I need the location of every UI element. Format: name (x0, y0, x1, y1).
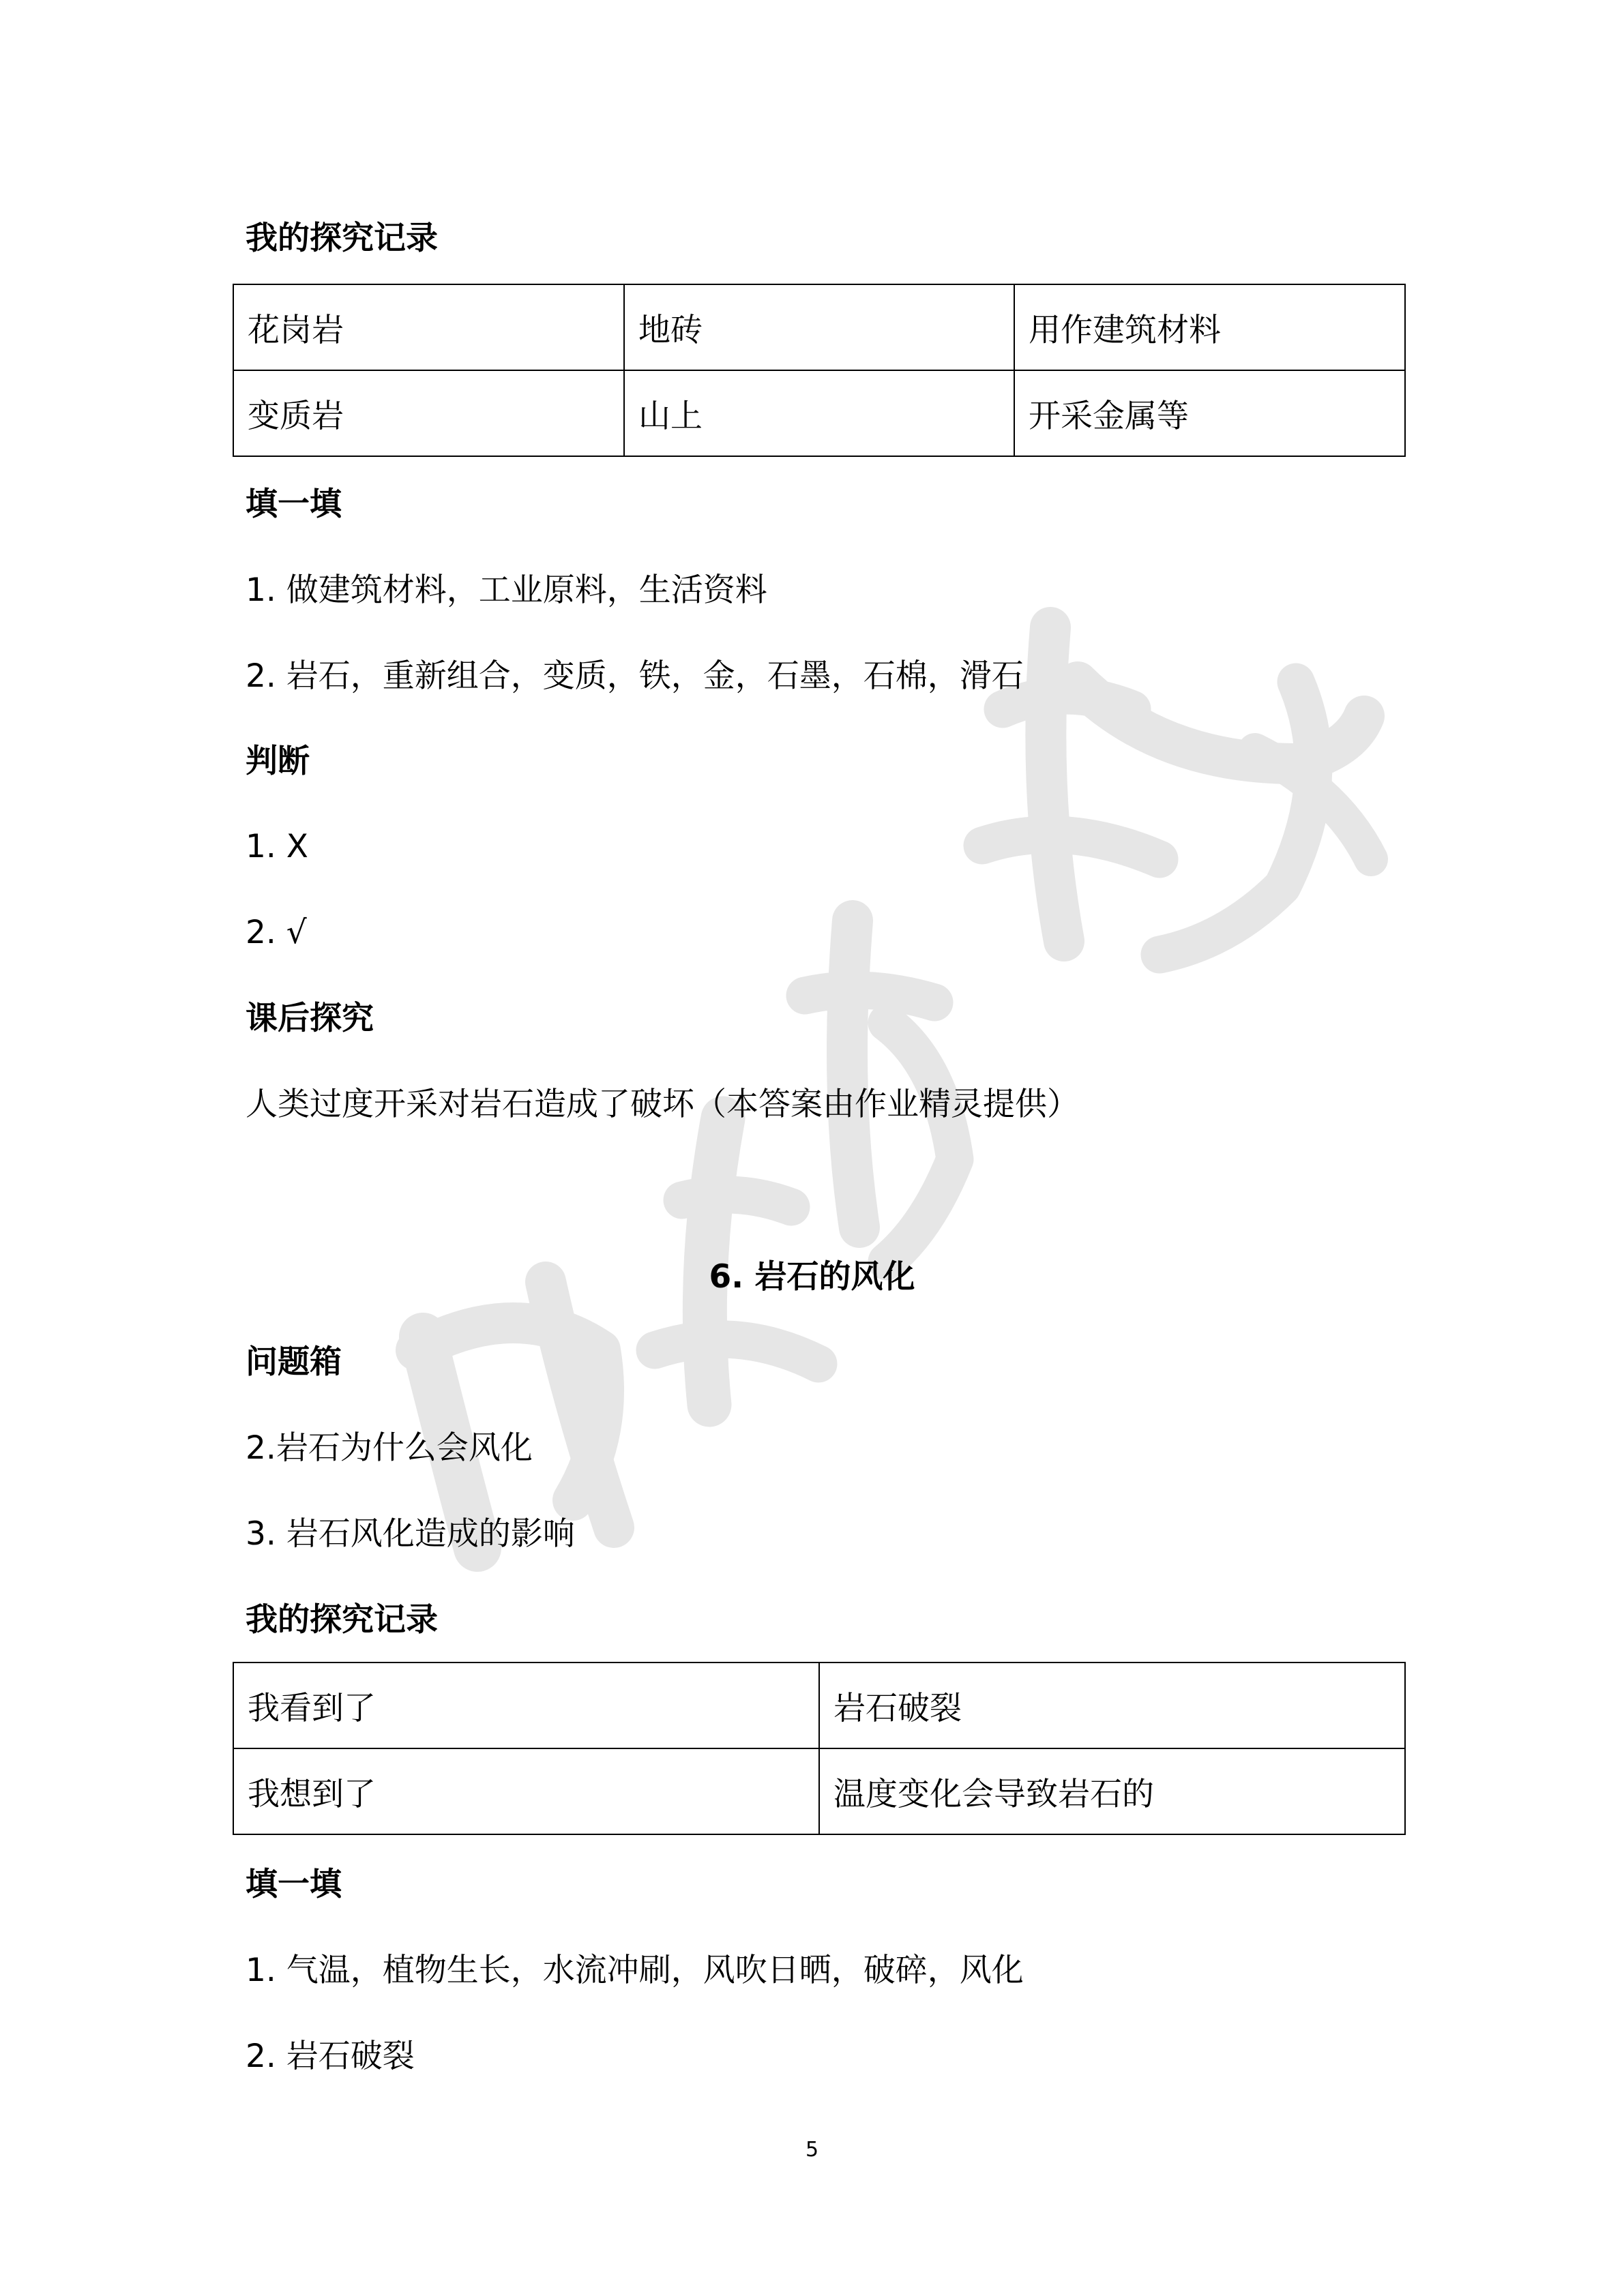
heading-fill-1: 填一填 (246, 486, 342, 523)
table-row (233, 370, 1405, 456)
page-number: 5 (805, 2138, 819, 2162)
table-cell: 温度变化会导致岩石的 (819, 1748, 1405, 1834)
judge-item-2: 2. √ (246, 914, 307, 951)
after-class-text: 人类过度开采对岩石造成了破坏（本答案由作业精灵提供） (246, 1086, 1079, 1123)
heading-questions: 问题箱 (246, 1343, 342, 1381)
fill-item-2: 2. 岩石，重新组合，变质，铁，金，石墨，石棉，滑石 (246, 657, 1024, 695)
table-row (233, 1663, 1405, 1748)
table-cell: 岩石破裂 (819, 1663, 1405, 1748)
heading-judge: 判断 (246, 743, 310, 780)
fill-item-1: 1. 做建筑材料，工业原料，生活资料 (246, 571, 767, 609)
table-row (233, 1748, 1405, 1834)
section-title: 6. 岩石的风化 (709, 1258, 915, 1296)
table-cell: 花岗岩 (233, 284, 624, 370)
table-cell: 山上 (624, 370, 1014, 456)
record-table-1 (233, 284, 1406, 457)
heading-after-class: 课后探究 (246, 1000, 374, 1037)
fill-item-2-1: 1. 气温，植物生长，水流冲刷，风吹日晒，破碎，风化 (246, 1952, 1024, 1989)
heading-record-1: 我的探究记录 (246, 220, 438, 257)
record-table-2 (233, 1662, 1406, 1835)
table-cell: 变质岩 (233, 370, 624, 456)
judge-item-1: 1. X (246, 828, 308, 865)
heading-record-2: 我的探究记录 (246, 1601, 438, 1639)
question-item-2: 3. 岩石风化造成的影响 (246, 1515, 575, 1553)
table-cell: 我想到了 (233, 1748, 819, 1834)
fill-item-2-2: 2. 岩石破裂 (246, 2038, 415, 2075)
table-row (233, 284, 1405, 370)
table-cell: 开采金属等 (1014, 370, 1405, 456)
question-item-1: 2.岩石为什么会风化 (246, 1429, 533, 1467)
heading-fill-2: 填一填 (246, 1866, 342, 1903)
table-cell: 地砖 (624, 284, 1014, 370)
table-cell: 用作建筑材料 (1014, 284, 1405, 370)
table-cell: 我看到了 (233, 1663, 819, 1748)
